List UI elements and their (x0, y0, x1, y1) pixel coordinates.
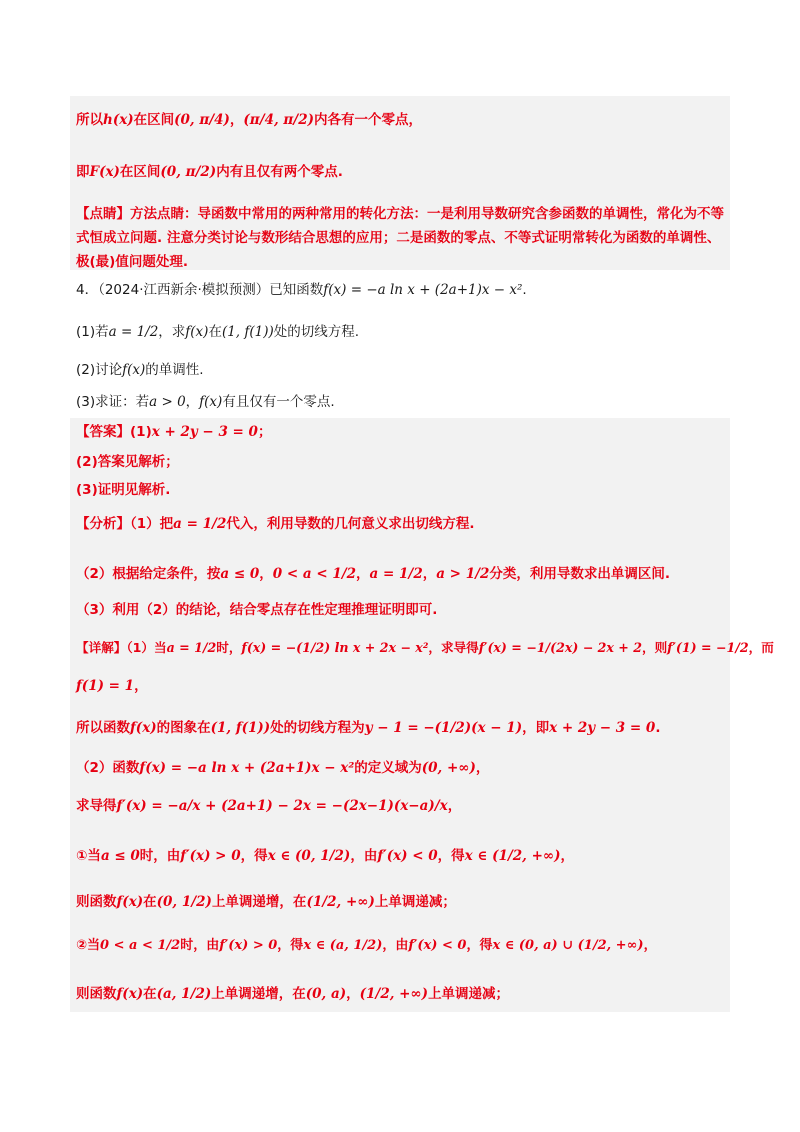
detail-line-3: 所以函数f(x)的图象在(1, f(1))处的切线方程为y − 1 = −(1/2)(x − 1)，即x + 2y − 3 = 0. (76, 720, 661, 736)
zero-point-line-2: 即F(x)在区间(0, π/2)内有且仅有两个零点. (76, 164, 343, 180)
detail-line-6: ①当a ≤ 0时，由f′(x) > 0，得x ∈ (0, 1/2)，由f′(x) < 0，得x ∈ (1/2, +∞)， (76, 848, 575, 864)
answer-line-3: (3)证明见解析. (76, 482, 171, 498)
answer-line-2: (2)答案见解析； (76, 454, 179, 470)
detail-line-4: （2）函数f(x) = −a ln x + (2a+1)x − x²的定义域为(0, +∞)， (76, 760, 490, 776)
analysis-line-3: （3）利用（2）的结论，结合零点存在性定理推理证明即可. (76, 602, 438, 618)
tip-paragraph: 【点睛】方法点睛：导函数中常用的两种常用的转化方法：一是利用导数研究含参函数的单调性，常化为不等式恒成立问题. 注意分类讨论与数形结合思想的应用；二是函数的零点、不等式证明常转化为函数的单调性、极(最)值问题处理. (76, 206, 724, 270)
question-4-stem: 4．（2024·江西新余·模拟预测）已知函数f(x) = −a ln x + (2a+1)x − x². (76, 282, 527, 298)
question-4-part-2: (2)讨论f(x)的单调性. (76, 362, 204, 378)
question-4-part-1: (1)若a = 1/2，求f(x)在(1, f(1))处的切线方程. (76, 324, 360, 340)
detail-line-2: f(1) = 1， (76, 678, 148, 694)
analysis-line-1: 【分析】（1）把a = 1/2代入，利用导数的几何意义求出切线方程. (76, 516, 475, 532)
detail-line-8: ②当0 < a < 1/2时，由f′(x) > 0，得x ∈ (a, 1/2)，由f′(x) < 0，得x ∈ (0, a) ∪ (1/2, +∞)， (76, 938, 657, 953)
question-4-part-3: (3)求证：若a > 0，f(x)有且仅有一个零点. (76, 394, 335, 410)
answer-line-1: 【答案】(1)x + 2y − 3 = 0； (76, 424, 272, 440)
detail-line-9: 则函数f(x)在(a, 1/2)上单调递增，在(0, a)，(1/2, +∞)上单调递减； (76, 986, 510, 1002)
detail-line-7: 则函数f(x)在(0, 1/2)上单调递增，在(1/2, +∞)上单调递减； (76, 894, 456, 910)
zero-point-line-1: 所以h(x)在区间(0, π/4)，(π/4, π/2)内各有一个零点， (76, 112, 423, 128)
analysis-line-2: （2）根据给定条件，按a ≤ 0，0 < a < 1/2，a = 1/2，a > 1/2分类，利用导数求出单调区间. (76, 566, 671, 582)
detail-line-5: 求导得f′(x) = −a/x + (2a+1) − 2x = −(2x−1)(x−a)/x， (76, 798, 462, 814)
detail-line-1: 【详解】（1）当a = 1/2时，f(x) = −(1/2) ln x + 2x − x²，求导得f′(x) = −1/(2x) − 2x + 2，则f′(1) = −1/2，而 (76, 640, 774, 655)
answer-solution-block (70, 418, 774, 1012)
